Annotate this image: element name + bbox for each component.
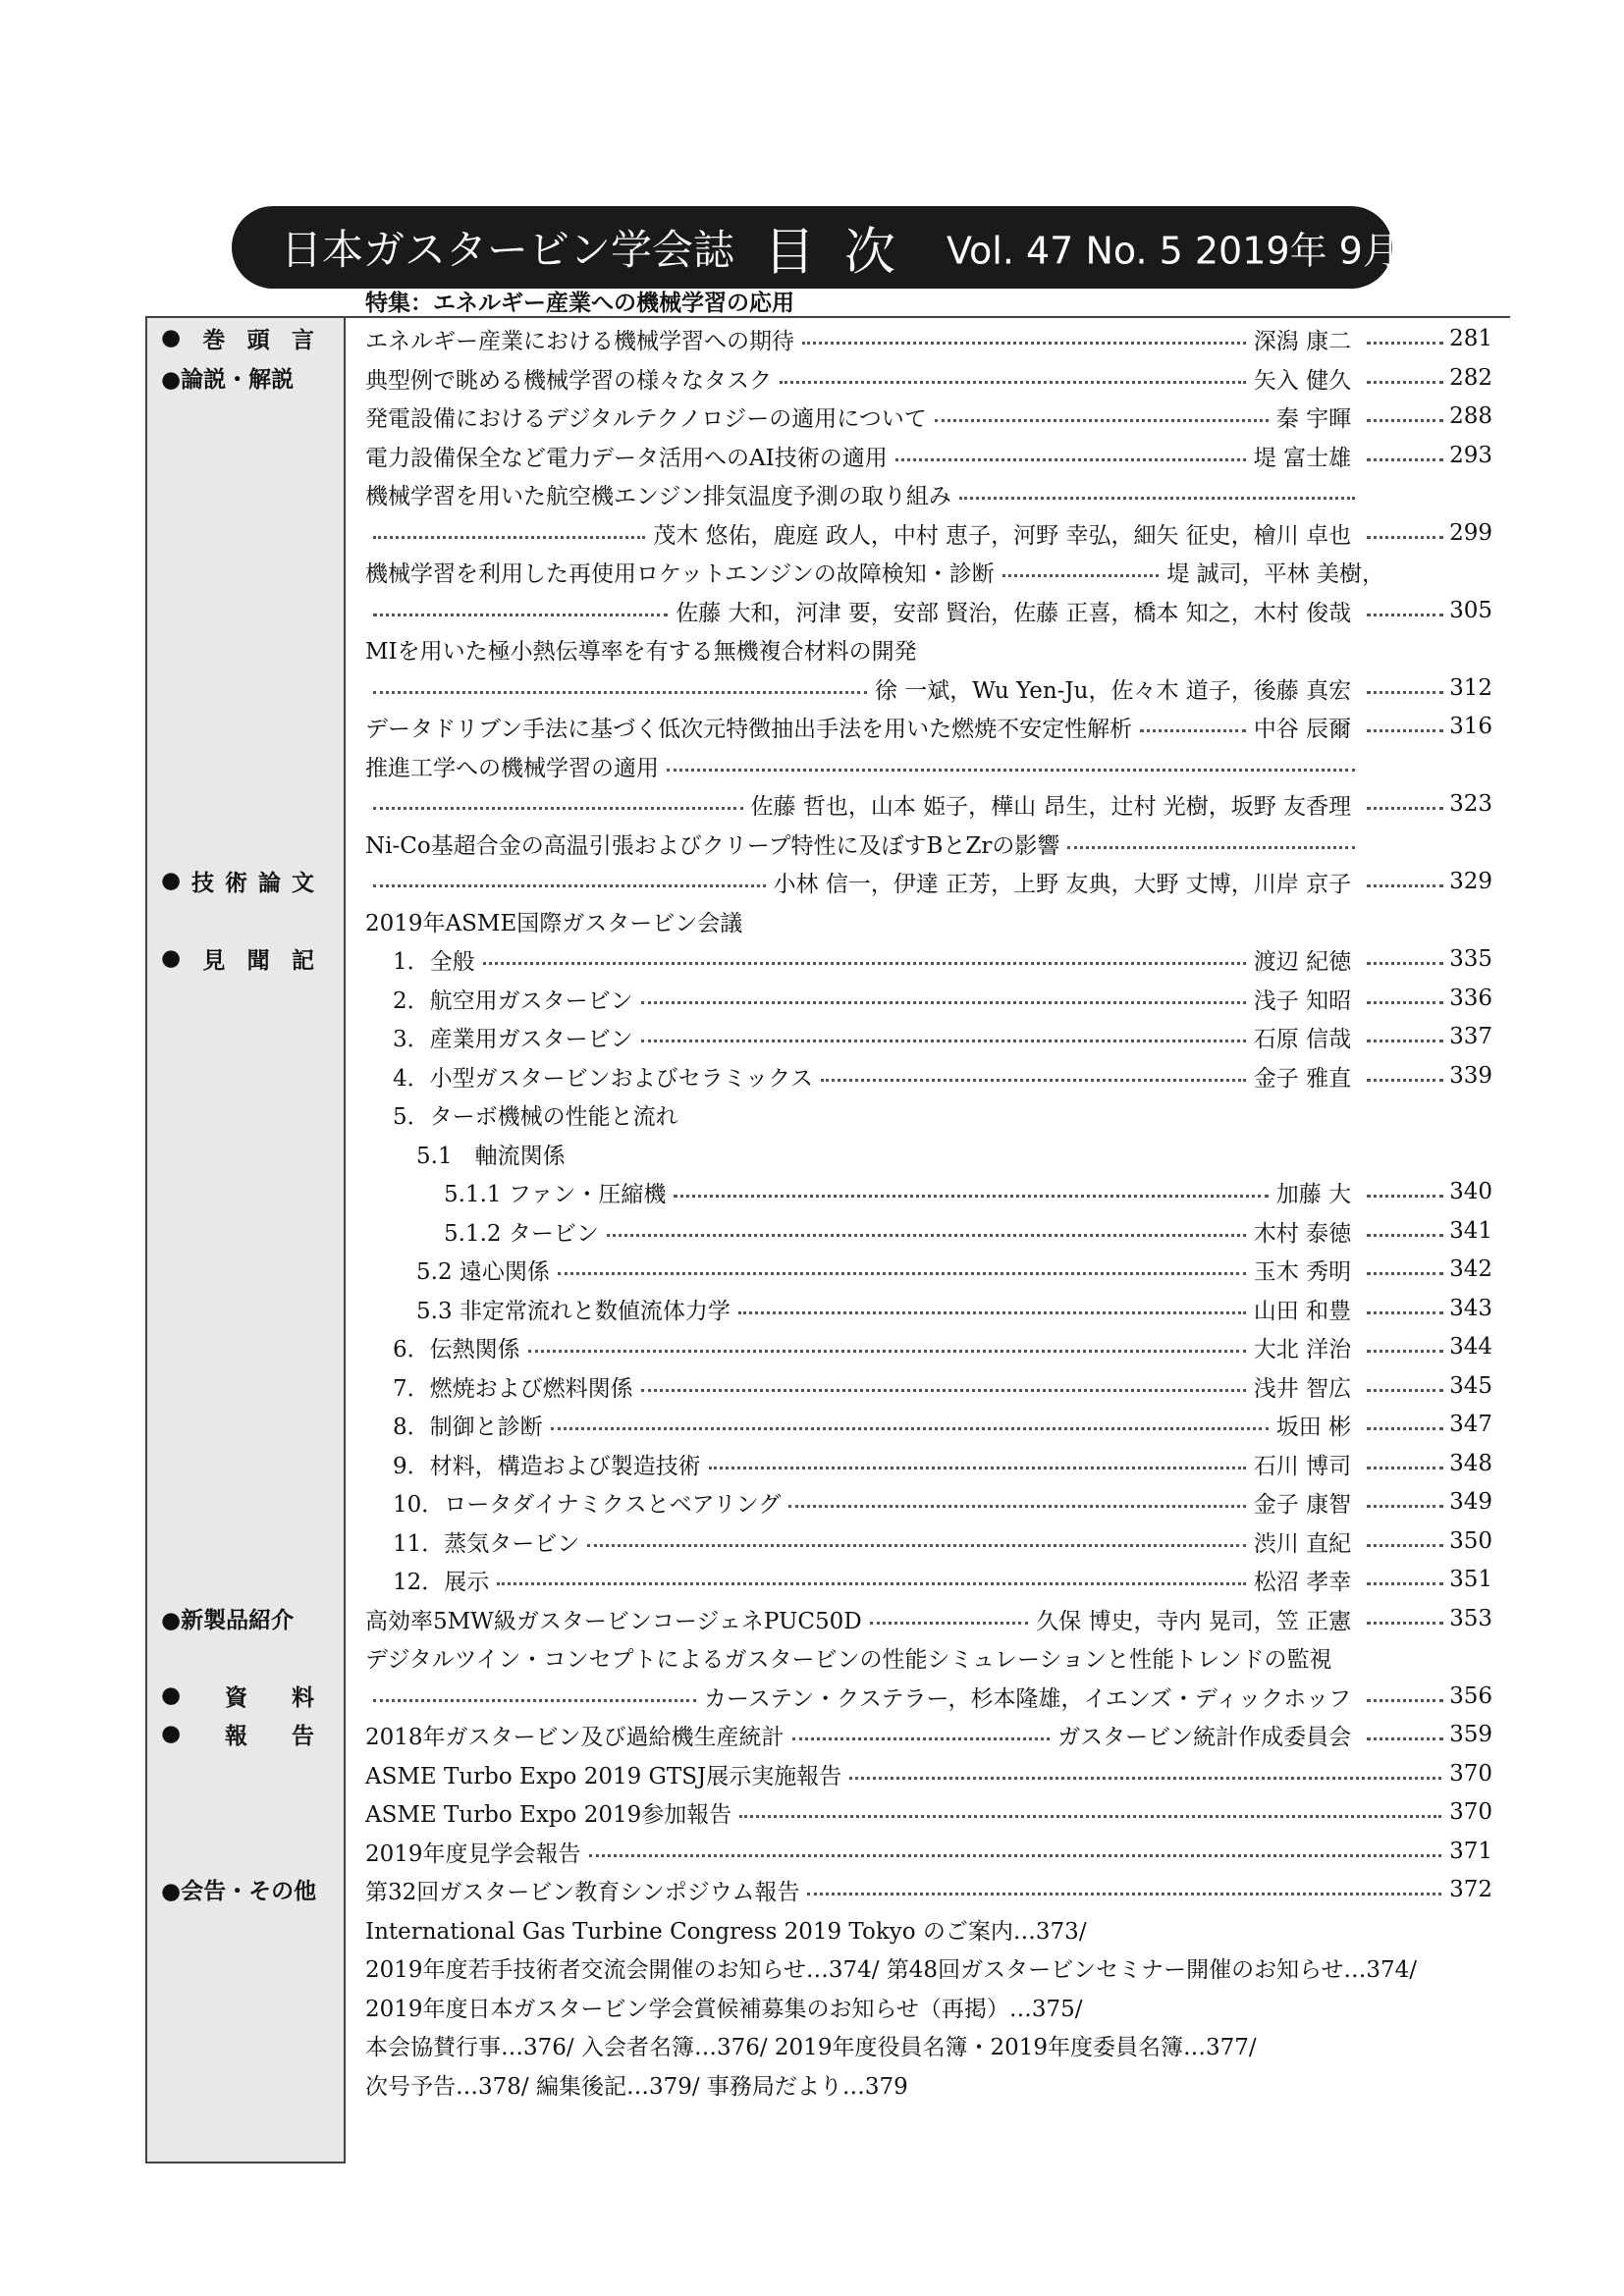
- toc-entry: [365, 1758, 1492, 1789]
- leader-dots: [1367, 1544, 1443, 1547]
- entry-title: 5.1 軸流関係: [416, 1143, 566, 1169]
- leader-dots: [788, 1505, 1246, 1508]
- entry-authors: 大北 洋治: [1253, 1336, 1352, 1362]
- toc-entry: [393, 1060, 1492, 1092]
- entry-page: 359: [1449, 1722, 1492, 1747]
- toc-entry: [365, 866, 1492, 897]
- toc-entry: [365, 1796, 1492, 1828]
- entry-title: 3．産業用ガスタービン: [393, 1026, 633, 1052]
- leader-dots: [497, 1582, 1246, 1585]
- toc-entry: [365, 517, 1492, 549]
- leader-dots: [895, 458, 1246, 461]
- category-char: 記: [291, 947, 314, 974]
- leader-dots: [373, 807, 743, 810]
- leader-dots: [587, 1544, 1246, 1547]
- category-char: 頭: [246, 327, 270, 353]
- entry-page: 343: [1449, 1296, 1492, 1321]
- entry-title: 発電設備におけるデジタルテクノロジーの適用について: [365, 405, 927, 432]
- entry-page: 323: [1449, 791, 1492, 817]
- entry-page: 288: [1449, 403, 1492, 429]
- notice-line: [365, 2068, 1492, 2100]
- leader-dots: [1367, 962, 1443, 965]
- entry-title: 2019年度見学会報告: [365, 1841, 581, 1867]
- entry-title: 5.1.2 タービン: [444, 1220, 599, 1247]
- entry-title: Ni-Co基超合金の高温引張およびクリープ特性に及ぼすBとZrの影響: [365, 832, 1060, 859]
- leader-dots: [807, 1893, 1441, 1896]
- leader-dots: [1367, 1040, 1443, 1042]
- category-label: ●新製品紹介: [161, 1607, 295, 1633]
- entry-title: 電力設備保全など電力データ活用へのAI技術の適用: [365, 445, 888, 471]
- entry-title: 6．伝熱関係: [393, 1336, 520, 1362]
- entry-authors: カーステン・クステラー，杉本隆雄，イエンズ・ディックホッフ: [703, 1685, 1352, 1712]
- category-label: [161, 1719, 314, 1748]
- entry-title: 12．展示: [393, 1569, 490, 1595]
- toc-entry: [365, 1681, 1492, 1712]
- notice-text: 2019年度日本ガスタービン学会賞候補募集のお知らせ（再掲）…375/: [365, 1996, 1083, 2022]
- entry-title: 9．材料，構造および製造技術: [393, 1453, 701, 1479]
- leader-dots: [1367, 1311, 1443, 1314]
- toc-entry: [365, 323, 1492, 354]
- entry-title: 5.2 遠心関係: [416, 1258, 550, 1285]
- entry-title: 5.1.1 ファン・圧縮機: [444, 1181, 667, 1207]
- toc-entry: [416, 1254, 1492, 1285]
- leader-dots: [739, 1815, 1441, 1818]
- leader-dots: [1367, 1234, 1443, 1237]
- leader-dots: [1367, 1505, 1443, 1508]
- entry-authors: 石原 信哉: [1253, 1026, 1352, 1052]
- leader-dots: [528, 1350, 1246, 1353]
- leader-dots: [792, 1737, 1051, 1740]
- category-char: 資: [225, 1684, 248, 1711]
- entry-title: MIを用いた極小熱伝導率を有する無機複合材料の開発: [365, 638, 917, 665]
- leader-dots: [607, 1234, 1246, 1237]
- leader-dots: [1367, 1195, 1443, 1198]
- entry-authors: 玉木 秀明: [1253, 1258, 1352, 1285]
- category-char: 報: [225, 1723, 248, 1749]
- entry-authors: 加藤 大: [1275, 1181, 1352, 1207]
- entry-authors: 中谷 辰爾: [1253, 716, 1352, 742]
- entry-page: 329: [1449, 869, 1492, 894]
- toc-entry: [393, 1021, 1492, 1052]
- leader-dots: [1367, 419, 1443, 422]
- toc-entry: [365, 1874, 1492, 1905]
- entry-title: 高効率5MW級ガスタービンコージェネPUC50D: [365, 1608, 862, 1634]
- leader-dots: [709, 1467, 1246, 1469]
- leader-dots: [870, 1622, 1028, 1625]
- leader-dots: [641, 1040, 1246, 1042]
- leader-dots: [959, 497, 1355, 500]
- entry-title: 11．蒸気タービン: [393, 1530, 580, 1557]
- toc-entry: [393, 1331, 1492, 1362]
- toc-entry: [365, 400, 1492, 432]
- entry-title: ASME Turbo Expo 2019 GTSJ展示実施報告: [365, 1763, 842, 1789]
- entry-authors: 矢入 健久: [1253, 367, 1352, 394]
- leader-dots: [1367, 1582, 1443, 1585]
- entry-page: 356: [1449, 1683, 1492, 1709]
- entry-title: 4．小型ガスタービンおよびセラミックス: [393, 1065, 813, 1092]
- entry-page: 293: [1449, 443, 1492, 468]
- notice-line: [365, 1913, 1492, 1945]
- category-char: ●: [161, 868, 182, 893]
- leader-dots: [1367, 1737, 1443, 1740]
- entry-page: 345: [1449, 1373, 1492, 1399]
- leader-dots: [373, 1699, 696, 1702]
- category-label: [161, 323, 314, 352]
- toc-entry: [365, 1641, 1492, 1673]
- toc-entry: [365, 595, 1492, 626]
- category-char: 見: [202, 947, 226, 974]
- entry-title: デジタルツイン・コンセプトによるガスタービンの性能シミュレーションと性能トレンドの監視: [365, 1646, 1332, 1673]
- toc-entry: [416, 1138, 1492, 1169]
- entry-page: 371: [1449, 1839, 1492, 1864]
- entry-title: 5.3 非定常流れと数値流体力学: [416, 1298, 731, 1324]
- issue-info: Vol. 47 No. 5 2019年 9月: [947, 229, 1400, 273]
- entry-page: 312: [1449, 675, 1492, 701]
- category-char: 料: [291, 1684, 314, 1711]
- leader-dots: [373, 536, 645, 539]
- entry-title: 5．ターボ機械の性能と流れ: [393, 1103, 678, 1130]
- entry-page: 349: [1449, 1489, 1492, 1515]
- category-char: ●: [161, 945, 182, 971]
- leader-dots: [589, 1854, 1442, 1857]
- entry-page: 372: [1449, 1877, 1492, 1902]
- category-label: [161, 1681, 314, 1710]
- entry-page: 281: [1449, 326, 1492, 351]
- entry-title: 2018年ガスタービン及び過給機生産統計: [365, 1724, 785, 1750]
- category-char: 言: [291, 327, 314, 353]
- leader-dots: [558, 1272, 1246, 1275]
- entry-authors: 小林 信一，伊達 正芳，上野 友典，大野 丈博，川岸 京子: [773, 871, 1352, 897]
- toc-entry: [365, 828, 1492, 859]
- leader-dots: [373, 884, 766, 887]
- leader-dots: [935, 419, 1269, 422]
- entry-title: 2019年ASME国際ガスタービン会議: [365, 910, 743, 936]
- toc-entry: [393, 983, 1492, 1014]
- toc-entry: [393, 1564, 1492, 1595]
- leader-dots: [1067, 846, 1355, 849]
- entry-authors: 堤 富士雄: [1253, 445, 1352, 471]
- category-char: ●: [161, 325, 182, 350]
- entry-title: 第32回ガスタービン教育シンポジウム報告: [365, 1879, 800, 1905]
- entry-page: 282: [1449, 365, 1492, 391]
- category-char: 告: [291, 1723, 314, 1749]
- category-char: ●: [161, 1682, 182, 1708]
- entry-page: 316: [1449, 714, 1492, 739]
- leader-dots: [1367, 729, 1443, 732]
- leader-dots: [1367, 1272, 1443, 1275]
- toc-entry: [365, 1836, 1492, 1867]
- entry-page: 347: [1449, 1412, 1492, 1437]
- leader-dots: [1367, 614, 1443, 616]
- toc-entry: [365, 788, 1492, 820]
- entry-page: 344: [1449, 1334, 1492, 1360]
- leader-dots: [1367, 884, 1443, 887]
- entry-page: 336: [1449, 986, 1492, 1011]
- leader-dots: [1367, 1427, 1443, 1430]
- entry-page: 339: [1449, 1063, 1492, 1089]
- notice-text: 2019年度若手技術者交流会開催のお知らせ…374/ 第48回ガスタービンセミナー開催のお知らせ…374/: [365, 1956, 1418, 1983]
- toc-entry: [393, 1409, 1492, 1440]
- toc-entry: [393, 1098, 1492, 1130]
- toc-entry: [393, 1486, 1492, 1518]
- entry-title: ASME Turbo Expo 2019参加報告: [365, 1801, 732, 1828]
- category-char: 技: [191, 870, 215, 896]
- toc-entry: [365, 633, 1492, 665]
- notice-text: International Gas Turbine Congress 2019 Tokyo のご案内…373/: [365, 1918, 1087, 1945]
- entry-authors: 松沼 孝幸: [1253, 1569, 1352, 1595]
- toc-entry: [365, 556, 1492, 587]
- entry-authors: 坂田 彬: [1275, 1414, 1352, 1440]
- special-feature-heading: 特集：エネルギー産業への機械学習の応用: [365, 290, 794, 316]
- toc-entry: [365, 478, 1492, 509]
- toc-entry: [365, 711, 1492, 742]
- leader-dots: [849, 1777, 1441, 1780]
- leader-dots: [373, 691, 867, 694]
- toc-entry: [444, 1176, 1492, 1207]
- category-char: 文: [291, 870, 314, 896]
- entry-authors: 佐藤 哲也，山本 姫子，樺山 昂生，辻村 光樹，坂野 友香理: [750, 793, 1352, 820]
- toc-entry: [365, 905, 1492, 936]
- entry-page: 348: [1449, 1451, 1492, 1476]
- entry-title: 推進工学への機械学習の適用: [365, 755, 659, 781]
- leader-dots: [1367, 536, 1443, 539]
- entry-title: 8．制御と診断: [393, 1414, 543, 1440]
- leader-dots: [1367, 1350, 1443, 1353]
- entry-authors: 佐藤 大和，河津 要，安部 賢治，佐藤 正喜，橋本 知之，木村 俊哉: [676, 600, 1352, 626]
- entry-page: 370: [1449, 1799, 1492, 1825]
- toc-entry: [365, 362, 1492, 394]
- entry-authors: 深潟 康二: [1253, 328, 1352, 354]
- entry-title: 7．燃焼および燃料関係: [393, 1375, 633, 1402]
- leader-dots: [1367, 1622, 1443, 1625]
- leader-dots: [1367, 1699, 1443, 1702]
- leader-dots: [1367, 1467, 1443, 1469]
- entry-page: 340: [1449, 1179, 1492, 1204]
- toc-entry: [444, 1215, 1492, 1247]
- entry-authors: 木村 泰徳: [1253, 1220, 1352, 1247]
- toc-entry: [365, 440, 1492, 471]
- entry-authors: 金子 康智: [1253, 1491, 1352, 1518]
- notice-line: [365, 2029, 1492, 2060]
- entry-title: 1．全般: [393, 948, 475, 975]
- entry-authors: 石川 博司: [1253, 1453, 1352, 1479]
- leader-dots: [738, 1311, 1246, 1314]
- entry-page: 341: [1449, 1218, 1492, 1244]
- toc-label: 目次: [764, 223, 926, 283]
- entry-title: 典型例で眺める機械学習の様々なタスク: [365, 367, 772, 394]
- entry-page: 335: [1449, 946, 1492, 972]
- entry-title: 2．航空用ガスタービン: [393, 988, 633, 1014]
- category-char: 術: [225, 870, 248, 896]
- leader-dots: [1367, 807, 1443, 810]
- entry-authors: ガスタービン統計作成委員会: [1057, 1724, 1352, 1750]
- toc-entry: [393, 1525, 1492, 1557]
- leader-dots: [821, 1079, 1246, 1082]
- leader-dots: [641, 1389, 1246, 1392]
- entry-authors: 徐 一斌，Wu Yen-Ju，佐々木 道子，後藤 真宏: [874, 677, 1352, 704]
- entry-authors: 渋川 直紀: [1253, 1530, 1352, 1557]
- entry-title: エネルギー産業における機械学習への期待: [365, 328, 794, 354]
- category-label: [161, 866, 314, 895]
- entry-page: 353: [1449, 1606, 1492, 1631]
- entry-page: 370: [1449, 1761, 1492, 1787]
- entry-authors: 浅子 知昭: [1253, 988, 1352, 1014]
- entry-page: 337: [1449, 1024, 1492, 1049]
- entry-authors: 堤 誠司，平林 美樹，: [1166, 561, 1384, 587]
- entry-page: 305: [1449, 598, 1492, 623]
- leader-dots: [674, 1195, 1268, 1198]
- notice-line: [365, 1991, 1492, 2022]
- leader-dots: [1367, 1389, 1443, 1392]
- leader-dots: [551, 1427, 1269, 1430]
- leader-dots: [1002, 574, 1160, 577]
- category-label: ●会告・その他: [161, 1878, 317, 1904]
- toc-entry: [416, 1293, 1492, 1324]
- category-char: 聞: [246, 947, 270, 974]
- entry-authors: 秦 宇暉: [1275, 405, 1352, 432]
- entry-page: 350: [1449, 1528, 1492, 1554]
- leader-dots: [1367, 458, 1443, 461]
- notice-text: 次号予告…378/ 編集後記…379/ 事務局だより…379: [365, 2073, 908, 2100]
- category-char: 巻: [202, 327, 226, 353]
- leader-dots: [667, 769, 1355, 772]
- entry-page: 299: [1449, 520, 1492, 546]
- leader-dots: [483, 962, 1246, 965]
- leader-dots: [1367, 342, 1443, 345]
- category-char: ●: [161, 1721, 182, 1746]
- entry-title: 機械学習を利用した再使用ロケットエンジンの故障検知・診断: [365, 561, 995, 587]
- category-label: ●論説・解説: [161, 366, 295, 393]
- toc-entry: [365, 1603, 1492, 1634]
- toc-banner: [232, 206, 1400, 289]
- journal-title: 日本ガスタービン学会誌: [281, 226, 735, 274]
- toc-entry: [393, 1448, 1492, 1479]
- toc-entry: [365, 750, 1492, 781]
- entry-page: 342: [1449, 1256, 1492, 1282]
- leader-dots: [802, 342, 1246, 345]
- leader-dots: [780, 381, 1246, 384]
- leader-dots: [373, 614, 668, 616]
- leader-dots: [1140, 729, 1246, 732]
- toc-entry: [393, 943, 1492, 975]
- notice-line: [365, 1951, 1492, 1983]
- entry-title: データドリブン手法に基づく低次元特徴抽出手法を用いた燃焼不安定性解析: [365, 716, 1133, 742]
- entry-page: 351: [1449, 1567, 1492, 1592]
- leader-dots: [1367, 381, 1443, 384]
- leader-dots: [1367, 1001, 1443, 1004]
- entry-authors: 久保 博史，寺内 晃司，笠 正憲: [1036, 1608, 1352, 1634]
- entry-title: 機械学習を用いた航空機エンジン排気温度予測の取り組み: [365, 483, 951, 509]
- leader-dots: [641, 1001, 1246, 1004]
- leader-dots: [1367, 691, 1443, 694]
- toc-entry: [365, 672, 1492, 704]
- category-label: [161, 943, 314, 973]
- toc-entry: [393, 1370, 1492, 1402]
- toc-entry: [365, 1719, 1492, 1750]
- leader-dots: [1367, 1079, 1443, 1082]
- category-char: 論: [257, 870, 281, 896]
- entry-authors: 浅井 智広: [1253, 1375, 1352, 1402]
- entry-authors: 山田 和豊: [1253, 1298, 1352, 1324]
- notice-text: 本会協賛行事…376/ 入会者名簿…376/ 2019年度役員名簿・2019年度委員名簿…377/: [365, 2034, 1257, 2060]
- entry-authors: 渡辺 紀徳: [1253, 948, 1352, 975]
- entry-authors: 茂木 悠佑，鹿庭 政人，中村 恵子，河野 幸弘，細矢 征史，檜川 卓也: [653, 522, 1352, 549]
- entry-title: 10．ロータダイナミクスとベアリング: [393, 1491, 782, 1518]
- entry-authors: 金子 雅直: [1253, 1065, 1352, 1092]
